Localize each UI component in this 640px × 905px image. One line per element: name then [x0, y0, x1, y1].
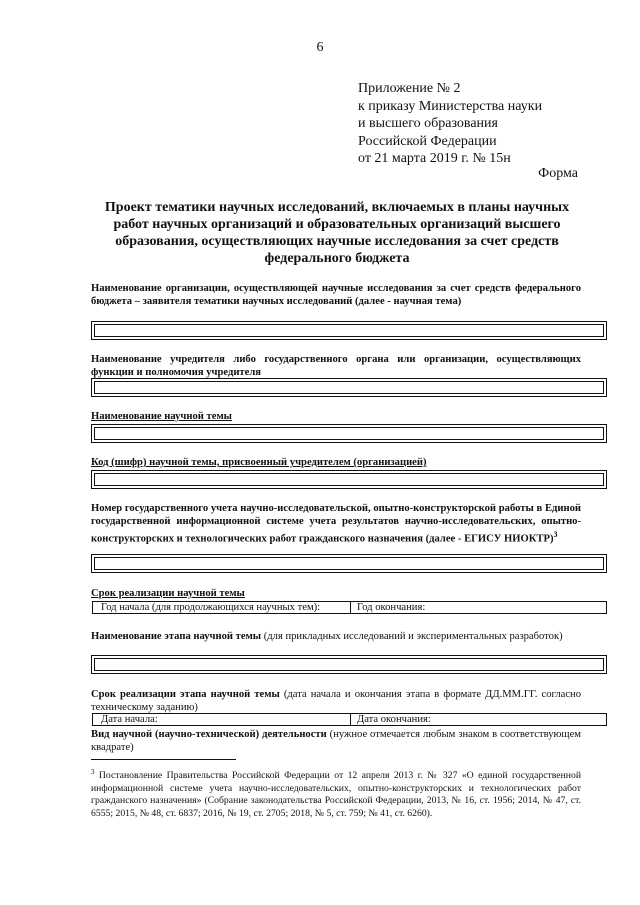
topic-name-field[interactable] — [91, 424, 607, 443]
organization-field[interactable] — [91, 321, 607, 340]
stage-name-title: Наименование этапа научной темы — [91, 631, 262, 642]
stage-period-fields — [92, 713, 607, 726]
stage-period-note: (дата начала и окончания этапа в формате ДД.ММ.ГГ. согласно техническому заданию) — [91, 689, 581, 713]
founder-field[interactable] — [91, 378, 607, 397]
activity-type-label — [91, 728, 581, 754]
appendix-line: от 21 марта 2019 г. № 15н — [358, 151, 511, 166]
footnote-text: Постановление Правительства Российской Федерации от 12 апреля 2013 г. № 327 «О единой государственной информационной системе учета научно-исследовательских, опытно-конструкторских и технологических работ гражданского назначения» (Собрание законодательства Российской Федерации, 2013, № 16, ст. 1956; 2014, № 47, ст. 6555; 2015, № 48, ст. 6837; 2016, № 19, ст. 2705; 2018, № 5, ст. 759; № 41, ст. 6260). — [91, 770, 582, 819]
registration-number-text: Номер государственного учета научно-исследовательской, опытно-конструкторской работы в Единой государственной информационной системе учета результатов научно-исследовательских, опытно-конструкторских и технологических работ гражданского назначения (далее - ЕГИСУ НИОКТР) — [91, 503, 581, 545]
document-title: Проект тематики научных исследований, включаемых в планы научных работ научных организаций и образовательных организаций высшего образования, осуществляющих научные исследования за счет средств федерального бюджета — [104, 200, 570, 266]
form-label: Форма — [538, 166, 578, 181]
appendix-block — [358, 80, 542, 168]
registration-number-field[interactable] — [91, 554, 607, 573]
activity-type-note: (нужное отмечается любым знаком в соответствующем квадрате) — [91, 729, 581, 753]
footnote-reference: 3 — [553, 530, 558, 539]
stage-period-label — [91, 688, 581, 714]
footnote-mark: 3 — [91, 768, 95, 776]
topic-code-field[interactable] — [91, 470, 607, 489]
period-fields — [92, 601, 607, 614]
topic-code-label: Код (шифр) научной темы, присвоенный учредителем (организацией) — [91, 457, 427, 468]
stage-name-note: (для прикладных исследований и экспериментальных разработок) — [263, 631, 563, 642]
divider — [350, 602, 351, 613]
divider — [350, 714, 351, 725]
organization-label: Наименование организации, осуществляющей научные исследования за счет средств федерального бюджета – заявителя тематики научных исследований (далее - научная тема) — [91, 283, 581, 307]
start-year-label[interactable]: Год начала (для продолжающихся научных тем): — [101, 602, 321, 613]
end-year-label[interactable]: Год окончания: — [357, 602, 426, 613]
stage-name-field[interactable] — [91, 655, 607, 674]
stage-name-label — [91, 630, 581, 643]
page-number: 6 — [316, 40, 324, 55]
activity-type-title: Вид научной (научно-технической) деятельности — [91, 729, 327, 740]
stage-period-title: Срок реализации этапа научной темы — [91, 689, 280, 700]
appendix-line: Приложение № 2 — [358, 81, 461, 96]
period-label: Срок реализации научной темы — [91, 588, 245, 599]
appendix-line: Российской Федерации — [358, 133, 497, 149]
registration-number-label — [91, 502, 581, 546]
stage-start-date-label[interactable]: Дата начала: — [101, 714, 158, 725]
footnote-divider — [91, 759, 236, 760]
stage-end-date-label[interactable]: Дата окончания: — [357, 714, 431, 725]
appendix-line: к приказу Министерства науки — [358, 98, 543, 114]
appendix-line: и высшего образования — [358, 116, 498, 131]
founder-label: Наименование учредителя либо государственного органа или организации, осуществляющих функции и полномочия учредителя — [91, 354, 581, 378]
topic-name-label: Наименование научной темы — [91, 411, 232, 422]
footnote — [91, 766, 581, 820]
